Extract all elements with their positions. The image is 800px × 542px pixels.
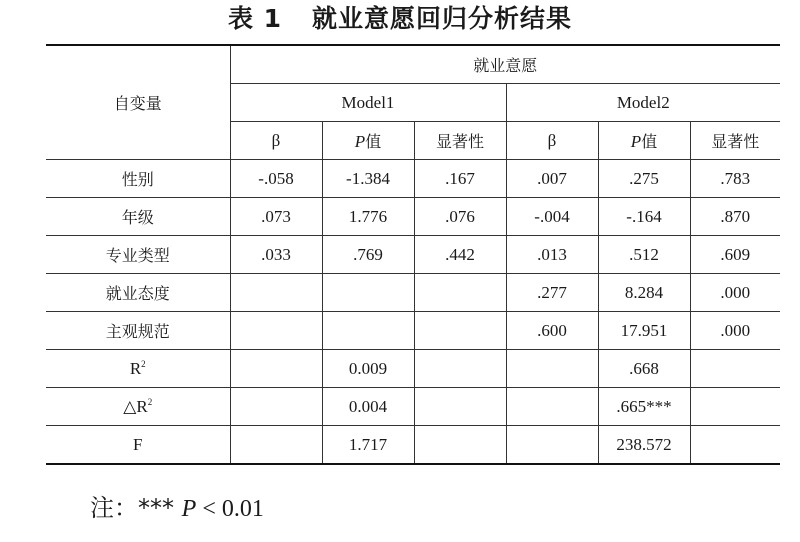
row-label: 性别 [46,160,230,198]
cell: .512 [598,236,690,274]
cell: .073 [230,198,322,236]
table-number: 表 1 [227,4,283,33]
cell: 0.004 [322,388,414,426]
m2-sig-header: 显著性 [690,122,780,160]
cell [506,388,598,426]
cell: -.164 [598,198,690,236]
table-caption: 就业意愿回归分析结果 [312,4,573,33]
cell: -.004 [506,198,598,236]
cell: 1.717 [322,426,414,465]
delta-r2-row [46,388,780,426]
header-row-dependent [46,45,780,84]
cell: .609 [690,236,780,274]
cell [414,426,506,465]
cell: .277 [506,274,598,312]
cell [322,312,414,350]
cell: 0.009 [322,350,414,388]
cell [230,312,322,350]
independent-var-header: 自变量 [46,45,230,160]
table-row [46,198,780,236]
cell: .167 [414,160,506,198]
cell [230,274,322,312]
cell: .665*** [598,388,690,426]
model2-header: Model2 [506,84,780,122]
delta-r2-label: $\triangle R^2$ [46,388,230,426]
cell [690,426,780,465]
cell [506,426,598,465]
cell [414,388,506,426]
m2-p-header: P值 [598,122,690,160]
cell: .600 [506,312,598,350]
cell [414,274,506,312]
cell: .000 [690,274,780,312]
cell: 8.284 [598,274,690,312]
cell: .668 [598,350,690,388]
table-row [46,160,780,198]
cell: .769 [322,236,414,274]
cell: 238.572 [598,426,690,465]
cell [230,350,322,388]
regression-table [46,44,780,465]
f-row [46,426,780,465]
cell [414,350,506,388]
note-p: P [181,496,197,522]
cell [506,350,598,388]
cell: .007 [506,160,598,198]
m1-sig-header: 显著性 [414,122,506,160]
row-label: 主观规范 [46,312,230,350]
dependent-var-header: 就业意愿 [230,45,780,84]
cell: 1.776 [322,198,414,236]
cell [414,312,506,350]
cell: .000 [690,312,780,350]
r2-label: $R^2$ [46,350,230,388]
note-prefix: 注：*** [90,494,182,522]
table-title [0,2,800,36]
cell: .076 [414,198,506,236]
row-label: 年级 [46,198,230,236]
table-row [46,312,780,350]
m1-p-header: P值 [322,122,414,160]
m2-beta-header: β [506,122,598,160]
note-threshold: < 0.01 [196,496,264,522]
row-label: 专业类型 [46,236,230,274]
cell [322,274,414,312]
cell: .783 [690,160,780,198]
cell [690,388,780,426]
cell [230,388,322,426]
table-note [90,488,264,523]
cell: 17.951 [598,312,690,350]
cell: .275 [598,160,690,198]
cell: -.058 [230,160,322,198]
cell [690,350,780,388]
f-label: F [46,426,230,465]
row-label: 就业态度 [46,274,230,312]
table-row [46,274,780,312]
cell: -1.384 [322,160,414,198]
m1-beta-header: β [230,122,322,160]
cell: .033 [230,236,322,274]
cell [230,426,322,465]
cell: .870 [690,198,780,236]
cell: .442 [414,236,506,274]
table-row [46,236,780,274]
r2-row [46,350,780,388]
cell: .013 [506,236,598,274]
model1-header: Model1 [230,84,506,122]
